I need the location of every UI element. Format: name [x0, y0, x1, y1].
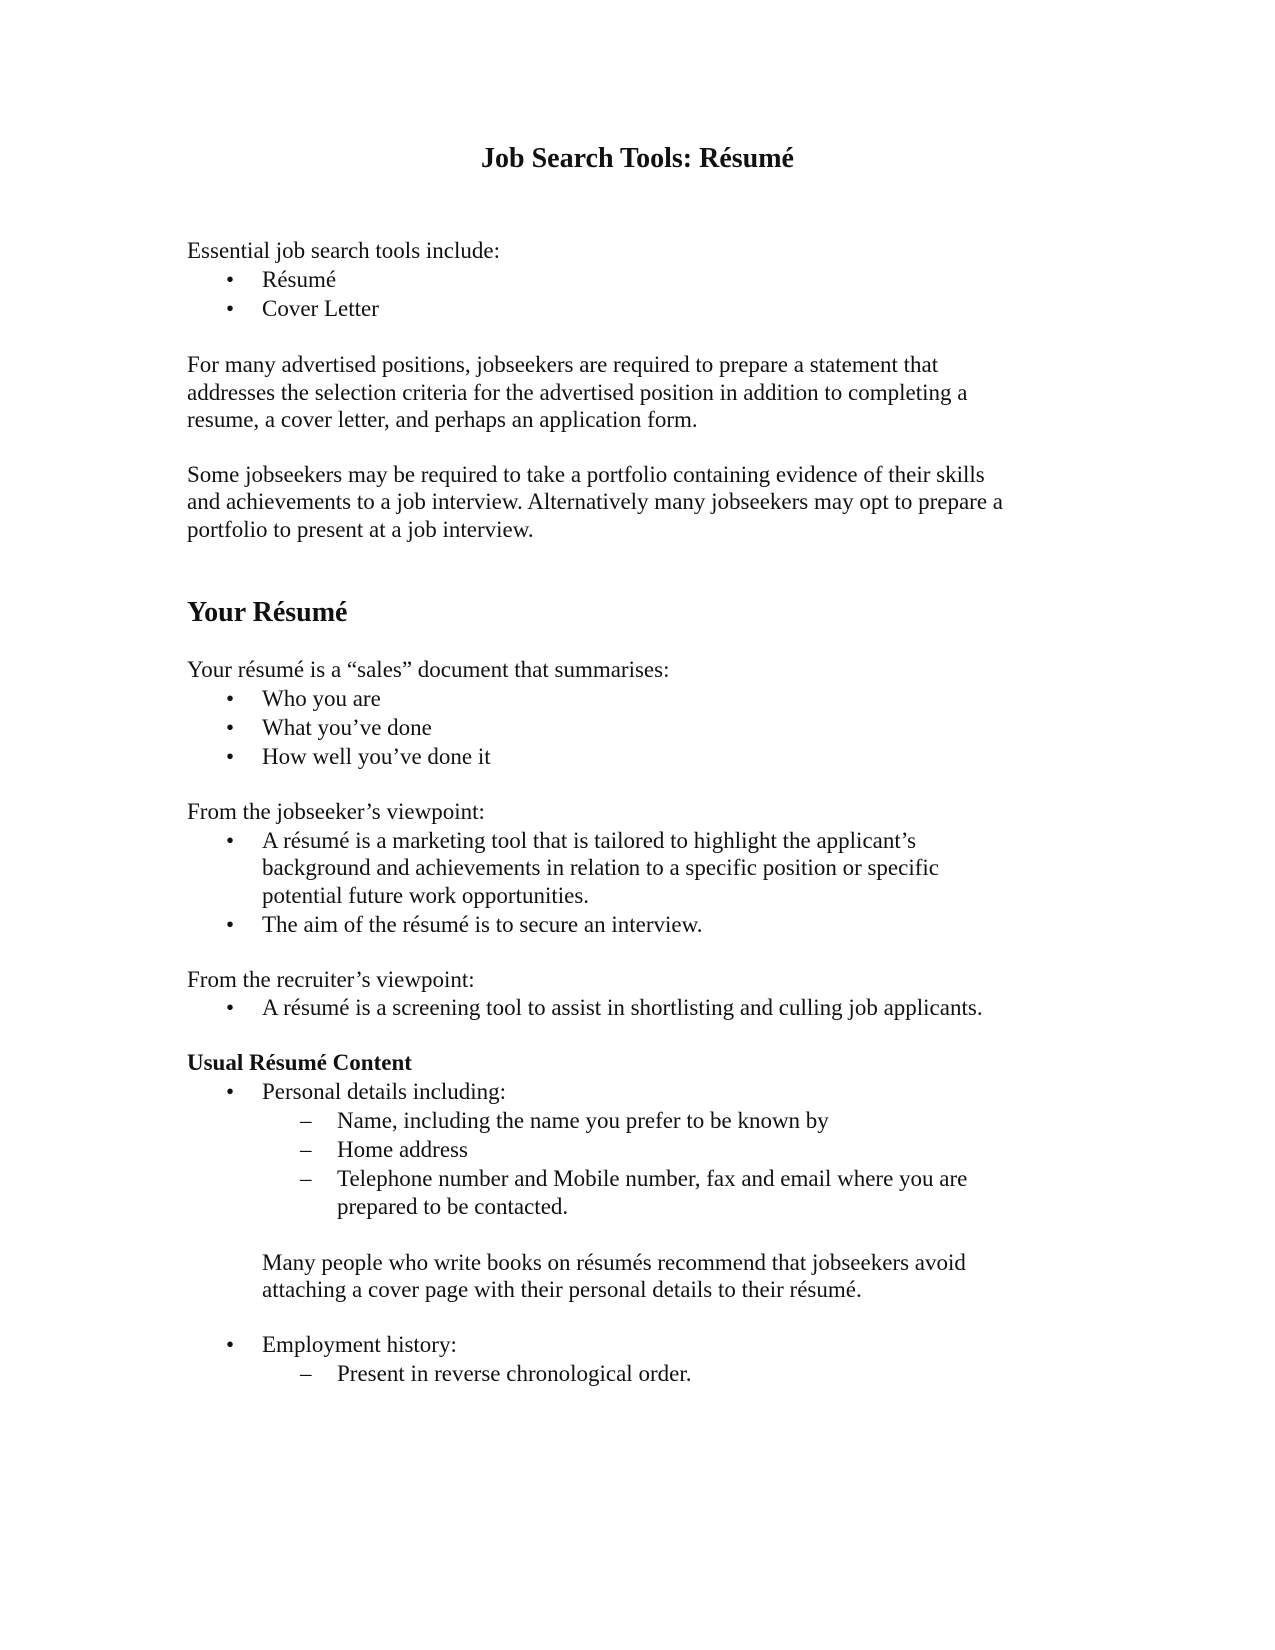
para1-line: resume, a cover letter, and perhaps an application form.	[187, 407, 698, 432]
para2-line: portfolio to present at a job interview.	[187, 517, 534, 542]
intro-item: Cover Letter	[262, 296, 379, 321]
bullet-icon: •	[226, 1332, 235, 1357]
dash-icon: –	[300, 1108, 312, 1133]
bullet-icon: •	[226, 267, 235, 292]
personal-details-label: Personal details including:	[262, 1079, 507, 1104]
summary-item: How well you’ve done it	[262, 744, 491, 769]
para1-line: addresses the selection criteria for the advertised position in addition to completing a	[187, 380, 968, 405]
employment-label: Employment history:	[262, 1332, 457, 1357]
bullet-icon: •	[226, 828, 235, 853]
note-line: attaching a cover page with their personal details to their résumé.	[262, 1277, 862, 1302]
jobseeker-item-line: background and achievements in relation to a specific position or specific	[262, 855, 939, 880]
jobseeker-item: The aim of the résumé is to secure an interview.	[262, 912, 703, 937]
para2-line: Some jobseekers may be required to take a portfolio containing evidence of their skills	[187, 462, 985, 487]
bullet-icon: •	[226, 686, 235, 711]
summary-lead: Your résumé is a “sales” document that summarises:	[187, 657, 670, 682]
recruiter-lead: From the recruiter’s viewpoint:	[187, 967, 475, 992]
bullet-icon: •	[226, 715, 235, 740]
section-heading: Your Résumé	[187, 597, 348, 628]
bullet-icon: •	[226, 296, 235, 321]
personal-subitem: Home address	[337, 1137, 468, 1162]
dash-icon: –	[300, 1361, 312, 1386]
summary-item: What you’ve done	[262, 715, 432, 740]
note-line: Many people who write books on résumés recommend that jobseekers avoid	[262, 1250, 966, 1275]
content-heading: Usual Résumé Content	[187, 1050, 412, 1075]
para1-line: For many advertised positions, jobseekers are required to prepare a statement that	[187, 352, 939, 377]
personal-subitem-line: prepared to be contacted.	[337, 1194, 569, 1219]
jobseeker-lead: From the jobseeker’s viewpoint:	[187, 799, 485, 824]
bullet-icon: •	[226, 744, 235, 769]
dash-icon: –	[300, 1166, 312, 1191]
bullet-icon: •	[226, 912, 235, 937]
personal-subitem: Name, including the name you prefer to be known by	[337, 1108, 829, 1133]
jobseeker-item-line: A résumé is a marketing tool that is tailored to highlight the applicant’s	[262, 828, 917, 853]
page-title: Job Search Tools: Résumé	[481, 143, 794, 174]
bullet-icon: •	[226, 1079, 235, 1104]
intro-item: Résumé	[262, 267, 337, 292]
bullet-icon: •	[226, 995, 235, 1020]
summary-item: Who you are	[262, 686, 381, 711]
para2-line: and achievements to a job interview. Alternatively many jobseekers may opt to prepare a	[187, 489, 1004, 514]
jobseeker-item-line: potential future work opportunities.	[262, 883, 590, 908]
personal-subitem-line: Telephone number and Mobile number, fax and email where you are	[337, 1166, 968, 1191]
dash-icon: –	[300, 1137, 312, 1162]
intro-lead: Essential job search tools include:	[187, 238, 500, 263]
employment-subitem: Present in reverse chronological order.	[337, 1361, 692, 1386]
recruiter-item: A résumé is a screening tool to assist in shortlisting and culling job applicants.	[262, 995, 983, 1020]
